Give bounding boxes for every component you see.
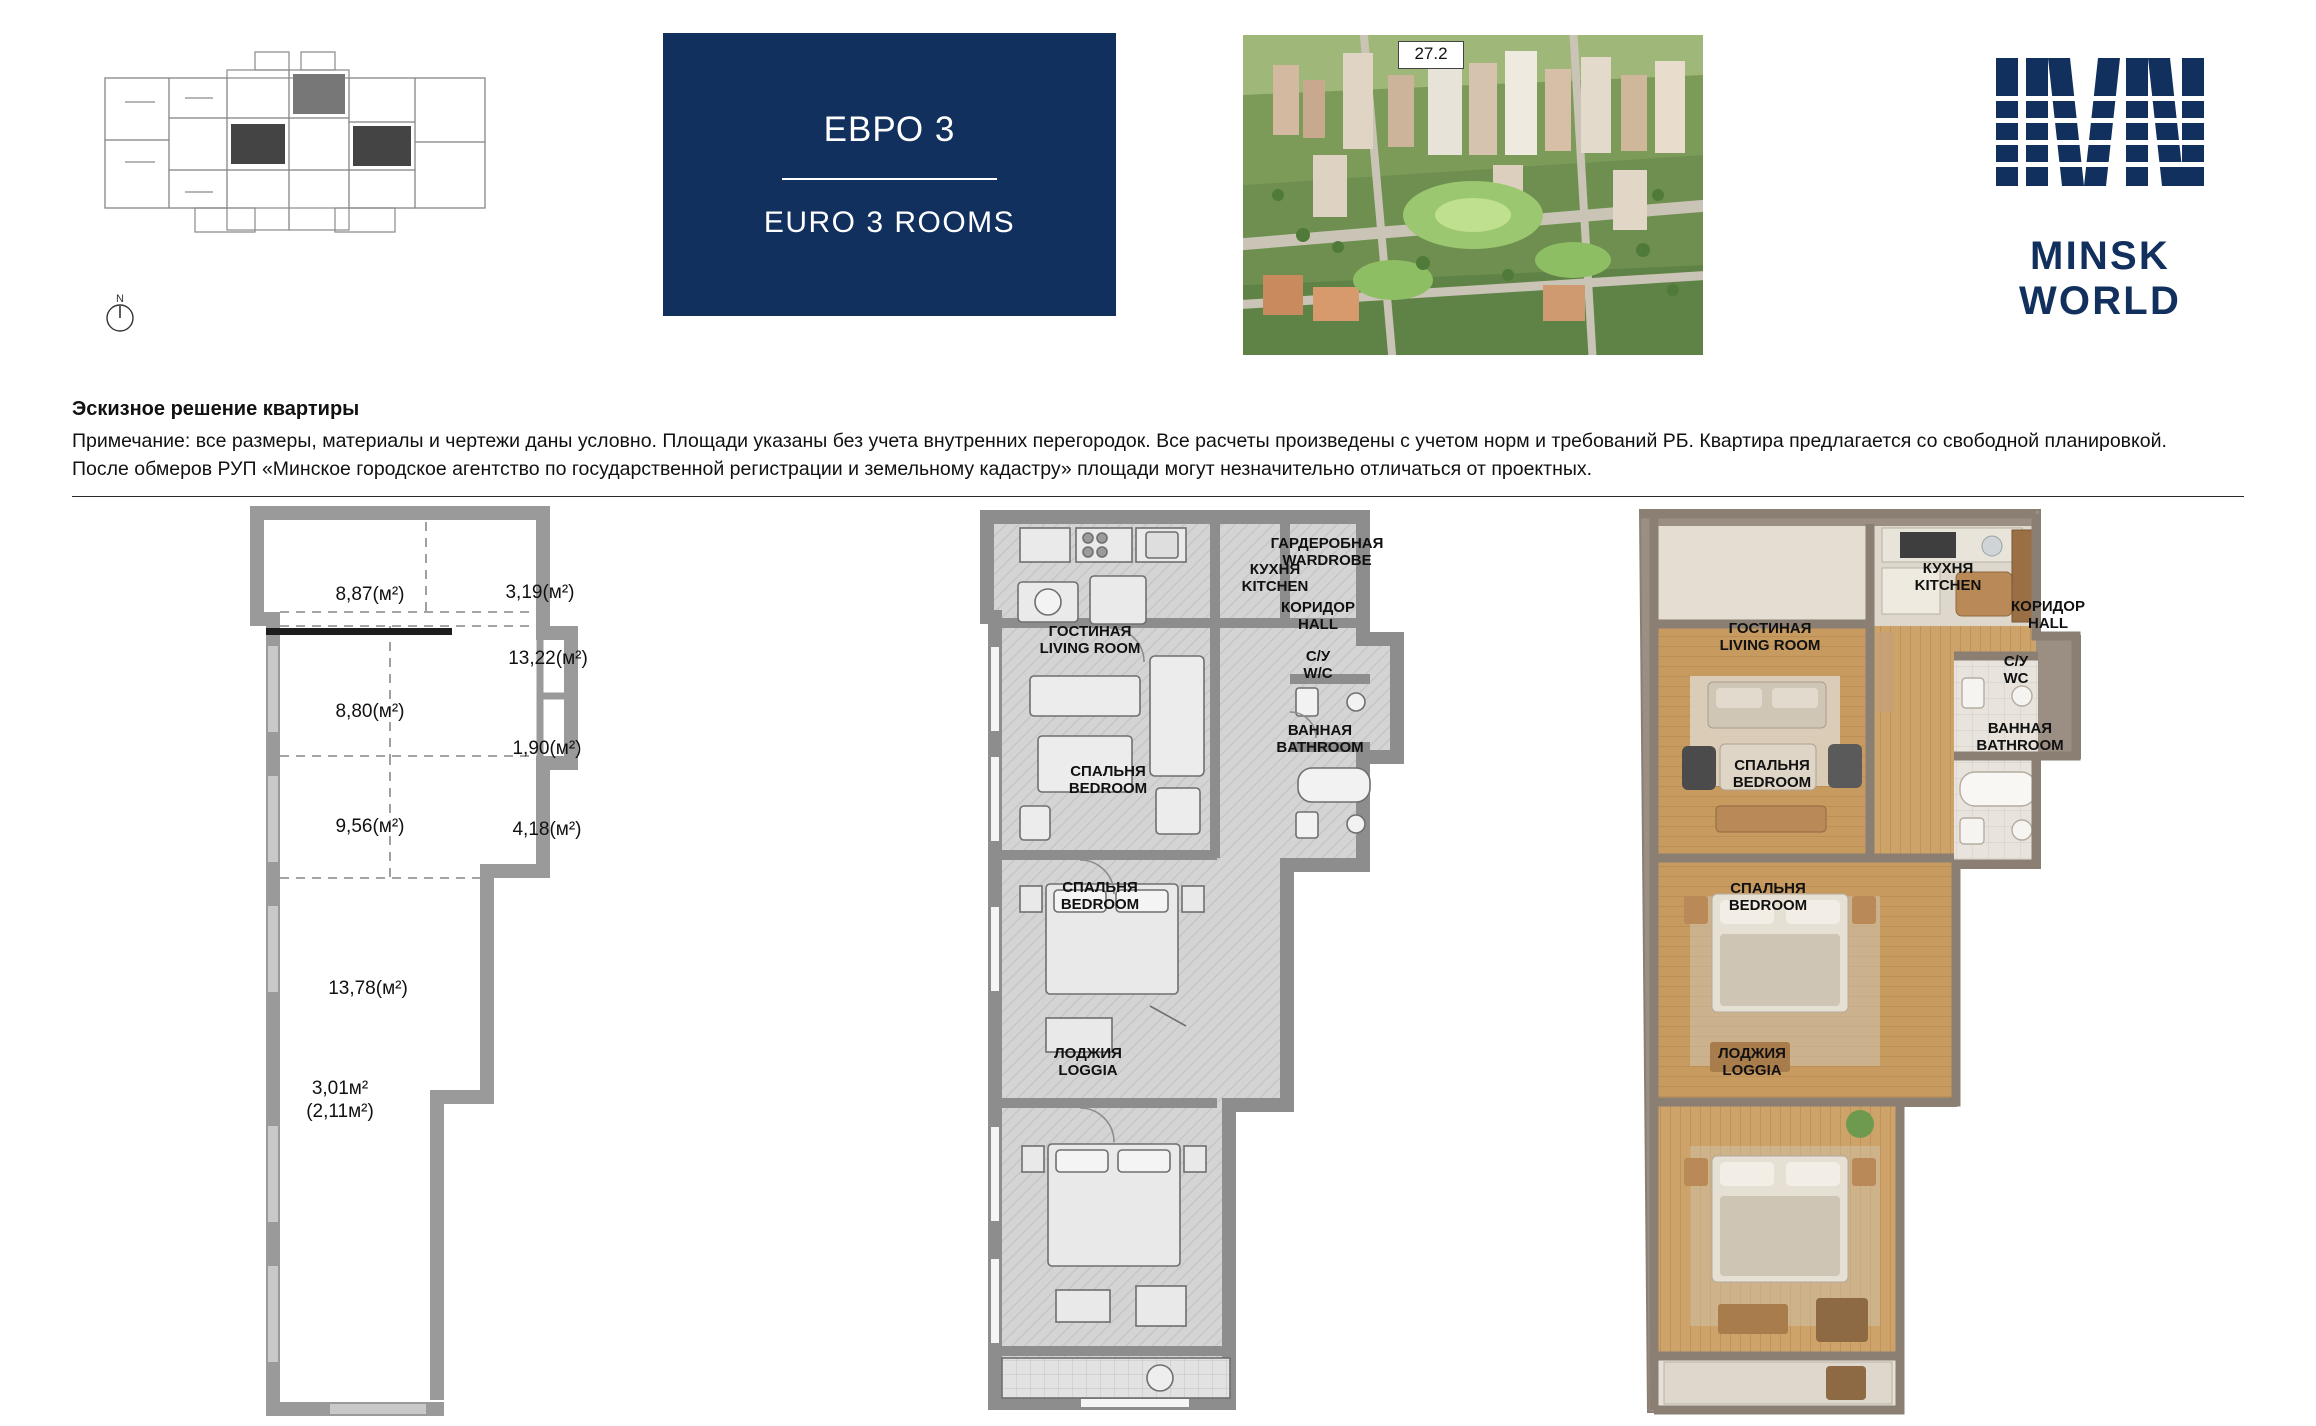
room-label-hall-en: HALL [1298,615,1338,633]
area-label-8: 13,78(м²) [328,978,408,999]
title-russian: ЕВРО 3 [823,109,956,149]
room-label-bedroom-1-c-ru: СПАЛЬНЯ [1734,757,1810,774]
room-label-loggia-c-en: LOGGIA [1722,1061,1782,1079]
notes-heading: Эскизное решение квартиры [72,398,360,420]
mw-monogram-icon [1980,40,2220,220]
room-label-wc [1278,649,1358,683]
room-label-bedroom-2-ru: СПАЛЬНЯ [1062,879,1138,896]
room-label-wardrobe-ru: ГАРДЕРОБНАЯ [1270,535,1384,552]
room-label-loggia-c-ru: ЛОДЖИЯ [1718,1045,1786,1062]
room-label-bedroom-1-c [1702,758,1842,792]
room-label-living-ru: ГОСТИНАЯ [1048,623,1132,640]
room-label-wc-c-en: WC [2003,669,2029,687]
room-label-bedroom-1-en: BEDROOM [1068,779,1148,797]
room-label-loggia-c [1682,1046,1822,1080]
room-label-kitchen-en: KITCHEN [1241,577,1309,595]
room-label-kitchen-c-en: KITCHEN [1914,576,1982,594]
room-label-hall [1258,600,1378,634]
plan-furnished-drawing [960,506,1430,1426]
plan-dimensions-drawing [190,506,750,1426]
apartment-type-title [663,33,1116,316]
room-label-wardrobe-en: WARDROBE [1282,551,1372,569]
aerial-render-photo [1243,35,1703,355]
room-label-kitchen [1215,562,1335,596]
area-label-5: 1,90(м²) [512,738,582,759]
area-label-2: 3,19(м²) [505,582,575,603]
room-label-bathroom [1250,723,1390,757]
room-label-bathroom-c-ru: ВАННАЯ [1987,720,2053,737]
room-label-wc-c-ru: С/У [2003,653,2029,670]
brand-name: MINSK WORLD [2018,234,2182,323]
svg-text:N: N [116,293,124,305]
area-label-7: 9,56(м²) [335,816,405,837]
room-label-bedroom-2-c-ru: СПАЛЬНЯ [1730,880,1806,897]
aerial-section-badge: 27.2 [1398,41,1464,69]
header-divider [72,496,2244,497]
room-label-hall-c [1988,599,2108,633]
area-label-4: 8,80(м²) [335,701,405,722]
room-label-hall-ru: КОРИДОР [1281,599,1355,616]
room-label-kitchen-c-ru: КУХНЯ [1922,560,1974,577]
room-label-bathroom-c-en: BATHROOM [1976,736,2064,754]
room-label-wc-c [1976,654,2056,688]
room-label-wc-en: W/C [1303,664,1333,682]
area-label-9: 3,01м² [311,1078,369,1099]
room-label-bathroom-ru: ВАННАЯ [1287,722,1353,739]
area-label-3: 13,22(м²) [508,648,588,669]
room-label-bedroom-2-en: BEDROOM [1060,895,1140,913]
room-label-hall-c-ru: КОРИДОР [2011,598,2085,615]
brand-logo [1950,40,2250,323]
room-label-loggia-en: LOGGIA [1058,1061,1118,1079]
room-label-living-c-ru: ГОСТИНАЯ [1728,620,1812,637]
notes-block [72,398,2242,483]
room-label-loggia [1018,1046,1158,1080]
plan-rendered-drawing [1620,506,2140,1426]
room-label-bedroom-2-c [1698,881,1838,915]
room-label-living [1010,624,1170,658]
room-label-bedroom-1 [1038,764,1178,798]
plans-row [0,506,2316,1426]
title-divider [782,178,997,180]
room-label-bedroom-2-c-en: BEDROOM [1728,896,1808,914]
sheet-header [0,0,2316,380]
compass-north-icon [98,290,142,334]
notes-line-2: После обмеров РУП «Минское городское агентство по государственной регистрации и земельному кадастру» площади могут незначительно отличаться от проектных. [72,457,1593,480]
room-label-bedroom-1-ru: СПАЛЬНЯ [1070,763,1146,780]
room-label-bathroom-en: BATHROOM [1276,738,1364,756]
area-label-1: 8,87(м²) [335,584,405,605]
room-label-living-c [1690,621,1850,655]
room-label-kitchen-ru: КУХНЯ [1249,561,1301,578]
room-label-bedroom-1-c-en: BEDROOM [1732,773,1812,791]
room-label-bedroom-2 [1030,880,1170,914]
building-keyplan [95,42,495,272]
room-label-hall-c-en: HALL [2028,614,2068,632]
area-label-10: (2,11м²) [306,1101,374,1122]
title-english: EURO 3 ROOMS [763,205,1016,239]
room-label-living-c-en: LIVING ROOM [1719,636,1821,654]
notes-line-1: Примечание: все размеры, материалы и чертежи даны условно. Площади указаны без учета внутренних перегородок. Все расчеты произведены с учетом норм и требований РБ. Квартира предлагается со свободной планировкой. [72,430,2167,452]
room-label-loggia-ru: ЛОДЖИЯ [1054,1045,1122,1062]
room-label-living-en: LIVING ROOM [1039,639,1141,657]
room-label-bathroom-c [1950,721,2090,755]
area-label-6: 4,18(м²) [512,819,582,840]
room-label-kitchen-c [1888,561,2008,595]
room-label-wc-ru: С/У [1305,648,1331,665]
